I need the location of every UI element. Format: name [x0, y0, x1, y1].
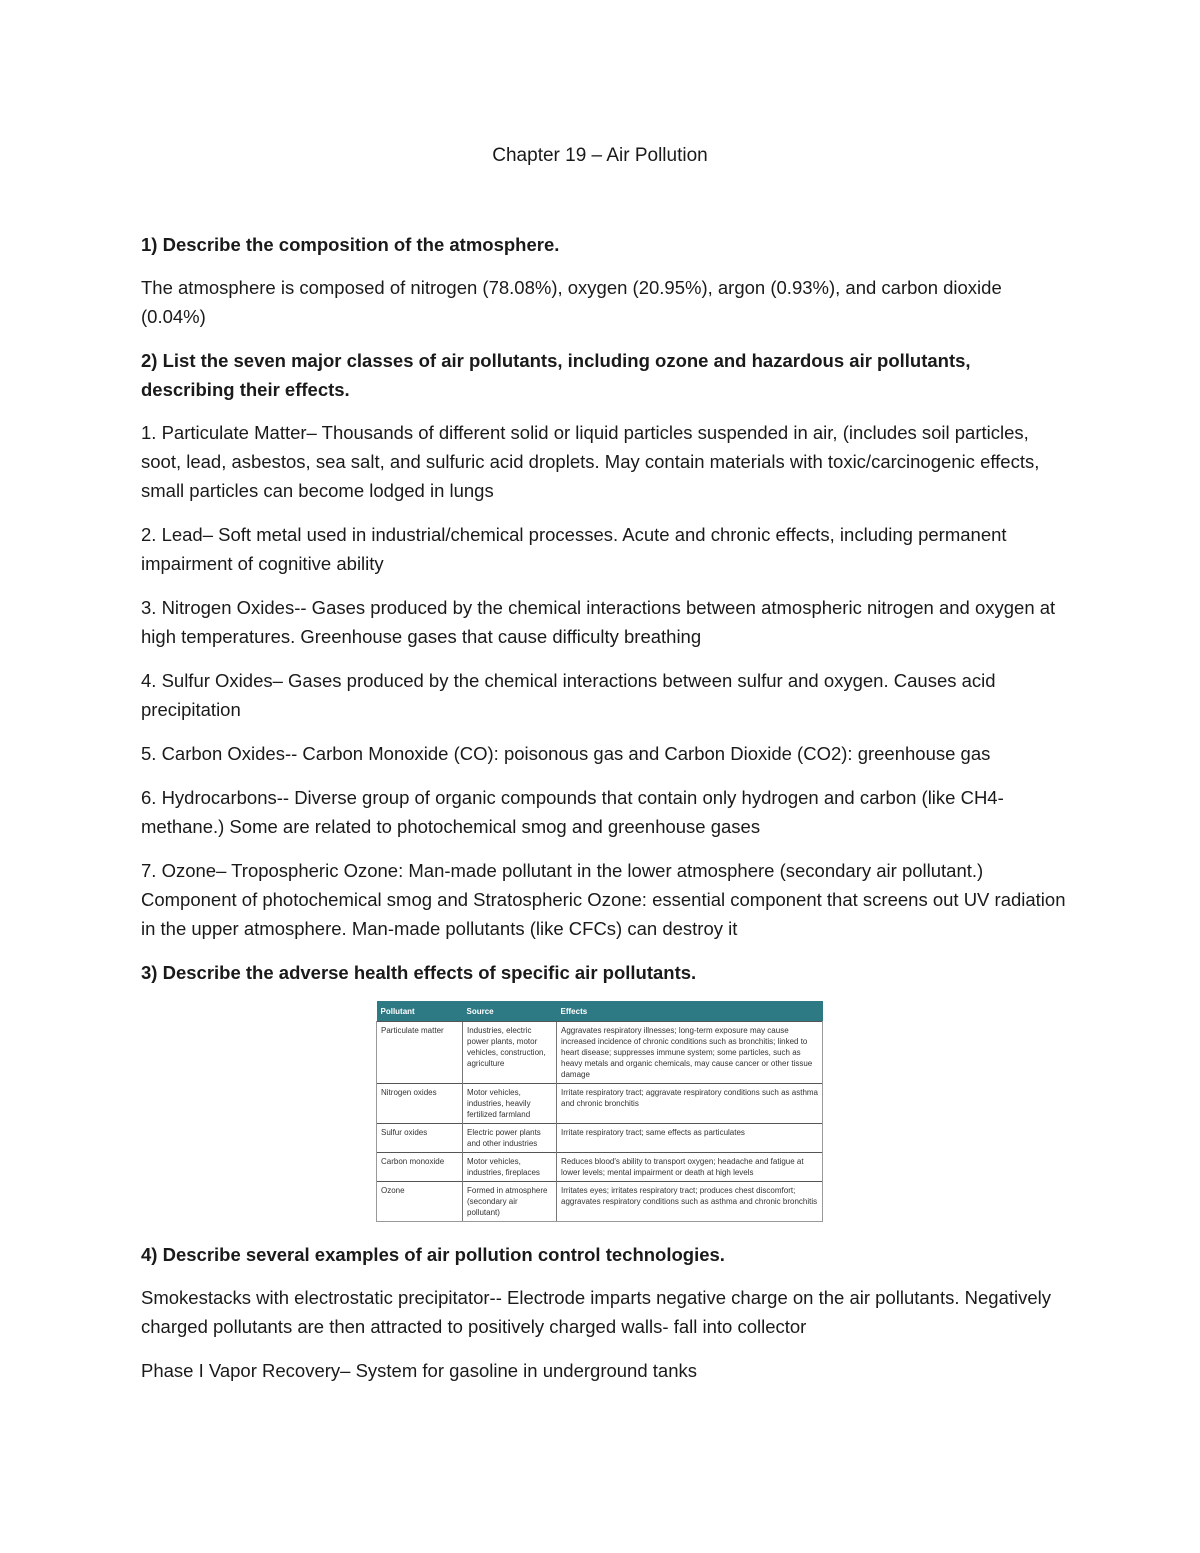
cell-pollutant: Nitrogen oxides: [377, 1084, 463, 1124]
header-pollutant: Pollutant: [377, 1001, 463, 1022]
document-body: [141, 230, 1066, 1400]
table-row: [377, 1124, 823, 1153]
cell-source: Motor vehicles, industries, heavily fertilized farmland: [463, 1084, 557, 1124]
cell-effects: Aggravates respiratory illnesses; long-term exposure may cause increased incidence of chronic conditions such as bronchitis; linked to heart disease; suppresses immune system; some particles, such as heavy metals and organic chemicals, may cause cancer or other tissue damage: [557, 1022, 823, 1084]
header-source: Source: [463, 1001, 557, 1022]
table-row: [377, 1153, 823, 1182]
page-title: Chapter 19 – Air Pollution: [492, 145, 708, 166]
pollutant-item-3: 3. Nitrogen Oxides-- Gases produced by the chemical interactions between atmospheric nitrogen and oxygen at high temperatures. Greenhouse gases that cause difficulty breathing: [141, 597, 1056, 647]
health-effects-table-wrapper: [376, 1001, 823, 1222]
question-4-heading: 4) Describe several examples of air pollution control technologies.: [141, 1244, 725, 1265]
cell-pollutant: Carbon monoxide: [377, 1153, 463, 1182]
question-1-answer: The atmosphere is composed of nitrogen (78.08%), oxygen (20.95%), argon (0.93%), and carbon dioxide (0.04%): [141, 277, 1002, 327]
table-row: [377, 1084, 823, 1124]
cell-effects: Reduces blood's ability to transport oxygen; headache and fatigue at lower levels; mental impairment or death at high levels: [557, 1153, 823, 1182]
control-technology-item-1: Smokestacks with electrostatic precipitator-- Electrode imparts negative charge on the air pollutants. Negatively charged pollutants are then attracted to positively charged walls- fall into collector: [141, 1287, 1052, 1337]
cell-source: Electric power plants and other industries: [463, 1124, 557, 1153]
pollutant-item-4: 4. Sulfur Oxides– Gases produced by the chemical interactions between sulfur and oxygen. Causes acid precipitation: [141, 670, 996, 720]
table-row: [377, 1022, 823, 1084]
cell-pollutant: Sulfur oxides: [377, 1124, 463, 1153]
cell-pollutant: Particulate matter: [377, 1022, 463, 1084]
cell-pollutant: Ozone: [377, 1182, 463, 1222]
cell-effects: Irritate respiratory tract; same effects as particulates: [557, 1124, 823, 1153]
header-effects: Effects: [557, 1001, 823, 1022]
pollutant-item-7: 7. Ozone– Tropospheric Ozone: Man-made pollutant in the lower atmosphere (secondary air pollutant.) Component of photochemical smog and Stratospheric Ozone: essential component that screens out UV radiation in the upper atmosphere. Man-made pollutants (like CFCs) can destroy it: [141, 860, 1066, 939]
question-2-heading: 2) List the seven major classes of air pollutants, including ozone and hazardous air pollutants, describing their effects.: [141, 350, 971, 400]
pollutant-item-5: 5. Carbon Oxides-- Carbon Monoxide (CO): poisonous gas and Carbon Dioxide (CO2): greenhouse gas: [141, 743, 991, 764]
health-effects-table: [376, 1001, 823, 1222]
cell-source: Industries, electric power plants, motor vehicles, construction, agriculture: [463, 1022, 557, 1084]
cell-effects: Irritate respiratory tract; aggravate respiratory conditions such as asthma and chronic bronchitis: [557, 1084, 823, 1124]
pollutant-item-2: 2. Lead– Soft metal used in industrial/chemical processes. Acute and chronic effects, including permanent impairment of cognitive ability: [141, 524, 1007, 574]
table-row: [377, 1182, 823, 1222]
pollutant-item-1: 1. Particulate Matter– Thousands of different solid or liquid particles suspended in air, (includes soil particles, soot, lead, asbestos, sea salt, and sulfuric acid droplets. May contain materials with toxic/carcinogenic effects, small particles can become lodged in lungs: [141, 422, 1040, 501]
table-header-row: [377, 1001, 823, 1022]
cell-source: Motor vehicles, industries, fireplaces: [463, 1153, 557, 1182]
cell-effects: Irritates eyes; irritates respiratory tract; produces chest discomfort; aggravates respiratory conditions such as asthma and chronic bronchitis: [557, 1182, 823, 1222]
pollutant-item-6: 6. Hydrocarbons-- Diverse group of organic compounds that contain only hydrogen and carbon (like CH4-methane.) Some are related to photochemical smog and greenhouse gases: [141, 787, 1004, 837]
cell-source: Formed in atmosphere (secondary air pollutant): [463, 1182, 557, 1222]
question-3-heading: 3) Describe the adverse health effects of specific air pollutants.: [141, 962, 697, 983]
question-1-heading: 1) Describe the composition of the atmosphere.: [141, 234, 560, 255]
control-technology-item-2: Phase I Vapor Recovery– System for gasoline in underground tanks: [141, 1360, 697, 1381]
